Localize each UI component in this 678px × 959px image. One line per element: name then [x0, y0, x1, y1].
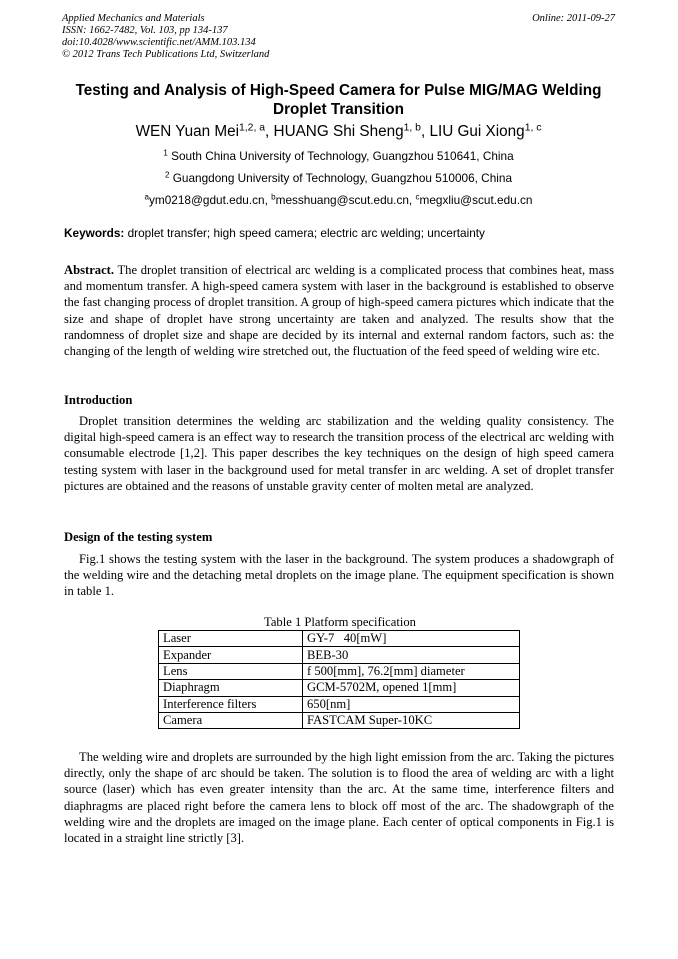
affiliation: $^2$ Guangdong University of Technology, Guangzhou 510006, China [164, 170, 513, 185]
table-cell: BEB-30 [303, 647, 520, 663]
journal-copyright: © 2012 Trans Tech Publications Ltd, Switzerland [62, 49, 270, 60]
author: LIU Gui Xiong$^{1, c}$ [429, 122, 542, 140]
table-cell: Expander [159, 647, 303, 663]
table-row [159, 680, 520, 696]
author: HUANG Shi Sheng$^{1, b}$, [273, 122, 430, 140]
table-row [159, 647, 520, 663]
table-row [159, 663, 520, 679]
email-link: ym0218@gdut.edu.cn, [148, 193, 272, 207]
table-cell: Laser [159, 631, 303, 647]
spec-table [158, 630, 520, 729]
table-row [159, 712, 520, 728]
affiliation: $^1$ South China University of Technology, Guangzhou 510641, China [163, 148, 514, 163]
table-cell: Diaphragm [159, 680, 303, 696]
table-cell: Lens [159, 663, 303, 679]
journal-name: Applied Mechanics and Materials [62, 13, 205, 24]
section-heading: Design of the testing system [64, 530, 213, 544]
table-cell: Camera [159, 712, 303, 728]
table-row [159, 696, 520, 712]
table-cell: FASTCAM Super-10KC [303, 712, 520, 728]
keywords [64, 226, 614, 241]
online-date: Online: 2011-09-27 [532, 13, 615, 24]
author-emails: $^a$ym0218@gdut.edu.cn, $^b$messhuang@scut.edu.cn, $^c$megxliu@scut.edu.cn [144, 192, 533, 207]
email-link: messhuang@scut.edu.cn, [275, 193, 416, 207]
introduction-paragraph: Droplet transition determines the welding arc stabilization and the welding quality consistency. The digital high-speed camera is an effect way to research the transition process of the electrical arc welding with consumable electrode [1,2]. This paper describes the key techniques on the design of high speed camera testing system with laser in the background used for metal transfer in arc welding. A set of droplet transfer pictures are obtained and the reasons of unstable gravity center of molten metal are analyzed. [64, 414, 614, 493]
table-row [159, 631, 520, 647]
section-heading: Introduction [64, 393, 133, 407]
table-cell: GY-7 40[mW] [303, 631, 520, 647]
table-cell: f 500[mm], 76.2[mm] diameter [303, 663, 520, 679]
author-list [62, 122, 615, 142]
keywords-text: droplet transfer; high speed camera; electric arc welding; uncertainty [124, 226, 485, 240]
table-cell: GCM-5702M, opened 1[mm] [303, 680, 520, 696]
table-caption: Table 1 Platform specification [264, 615, 416, 629]
paper-title: Testing and Analysis of High-Speed Camera for Pulse MIG/MAG Welding Droplet Transition [75, 82, 602, 118]
design-paragraph: Fig.1 shows the testing system with the laser in the background. The system produces a shadowgraph of the welding wire and the detaching metal droplets on the image plane. The equipment specification is shown in table 1. [64, 552, 614, 599]
abstract-text: The droplet transition of electrical arc welding is a complicated process that combines heat, mass and momentum transfer. A high-speed camera system with laser in the background is established to observe the fast changing process of droplet transition. A group of high-speed camera pictures which indicate that the size and shape of droplet have strong uncertainty are taken and analyzed. The results show that the randomness of droplet size and shape are decided by its internal and external random factors, such as: the changing of the length of welding wire stretched out, the fluctuation of the feed speed of welding wire etc. [64, 263, 614, 359]
email-link: megxliu@scut.edu.cn [419, 193, 533, 207]
table-cell: Interference filters [159, 696, 303, 712]
journal-header [62, 13, 615, 61]
abstract [64, 262, 614, 359]
author: WEN Yuan Mei$^{1,2, a}$, [135, 122, 274, 140]
keywords-label: Keywords: [64, 226, 125, 240]
journal-issn: ISSN: 1662-7482, Vol. 103, pp 134-137 [62, 25, 228, 36]
body-paragraph: The welding wire and droplets are surrounded by the high light emission from the arc. Taking the pictures directly, only the shape of arc should be taken. The solution is to flood the area of welding arc with a light source (laser) which has even greater intensity than the arc. At the same time, interference filters and diaphragms are placed right before the camera lens to block off most of the arc. The shadowgraph of the welding wire and the droplets are imaged on the image plane. Each center of optical components in Fig.1 is located in a straight line strictly [3]. [64, 750, 614, 846]
table-cell: 650[nm] [303, 696, 520, 712]
abstract-label: Abstract. [64, 263, 115, 277]
journal-doi: doi:10.4028/www.scientific.net/AMM.103.134 [62, 37, 256, 48]
